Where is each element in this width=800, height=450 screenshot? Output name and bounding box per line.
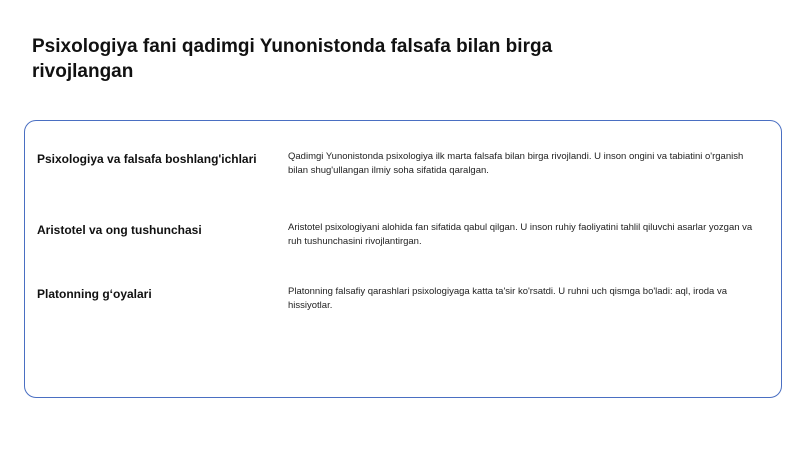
row-title-philosophy-beginnings: Psixologiya va falsafa boshlang'ichlari: [37, 152, 257, 166]
content-card: [24, 120, 782, 398]
row-text-aristotle: Aristotel psixologiyani alohida fan sifatida qabul qilgan. U inson ruhiy faoliyatini tahlil qiluvchi asarlar yozgan va ruh tushunchasini rivojlantirgan.: [288, 222, 753, 247]
row-title-plato: Platonning g‘oyalari: [37, 287, 152, 301]
slide-title: Psixologiya fani qadimgi Yunonistonda falsafa bilan birga rivojlangan: [32, 36, 553, 82]
row-text-plato: Platonning falsafiy qarashlari psixologiyaga katta ta'sir ko'rsatdi. U ruhni uch qismga bo'ladi: aql, iroda va hissiyotlar.: [288, 286, 727, 311]
row-text-philosophy-beginnings: Qadimgi Yunonistonda psixologiya ilk marta falsafa bilan birga rivojlandi. U inson ongini va tabiatini o'rganish bilan shug'ullangan ilmiy soha sifatida qaralgan.: [288, 151, 744, 176]
row-title-aristotle: Aristotel va ong tushunchasi: [37, 223, 202, 237]
